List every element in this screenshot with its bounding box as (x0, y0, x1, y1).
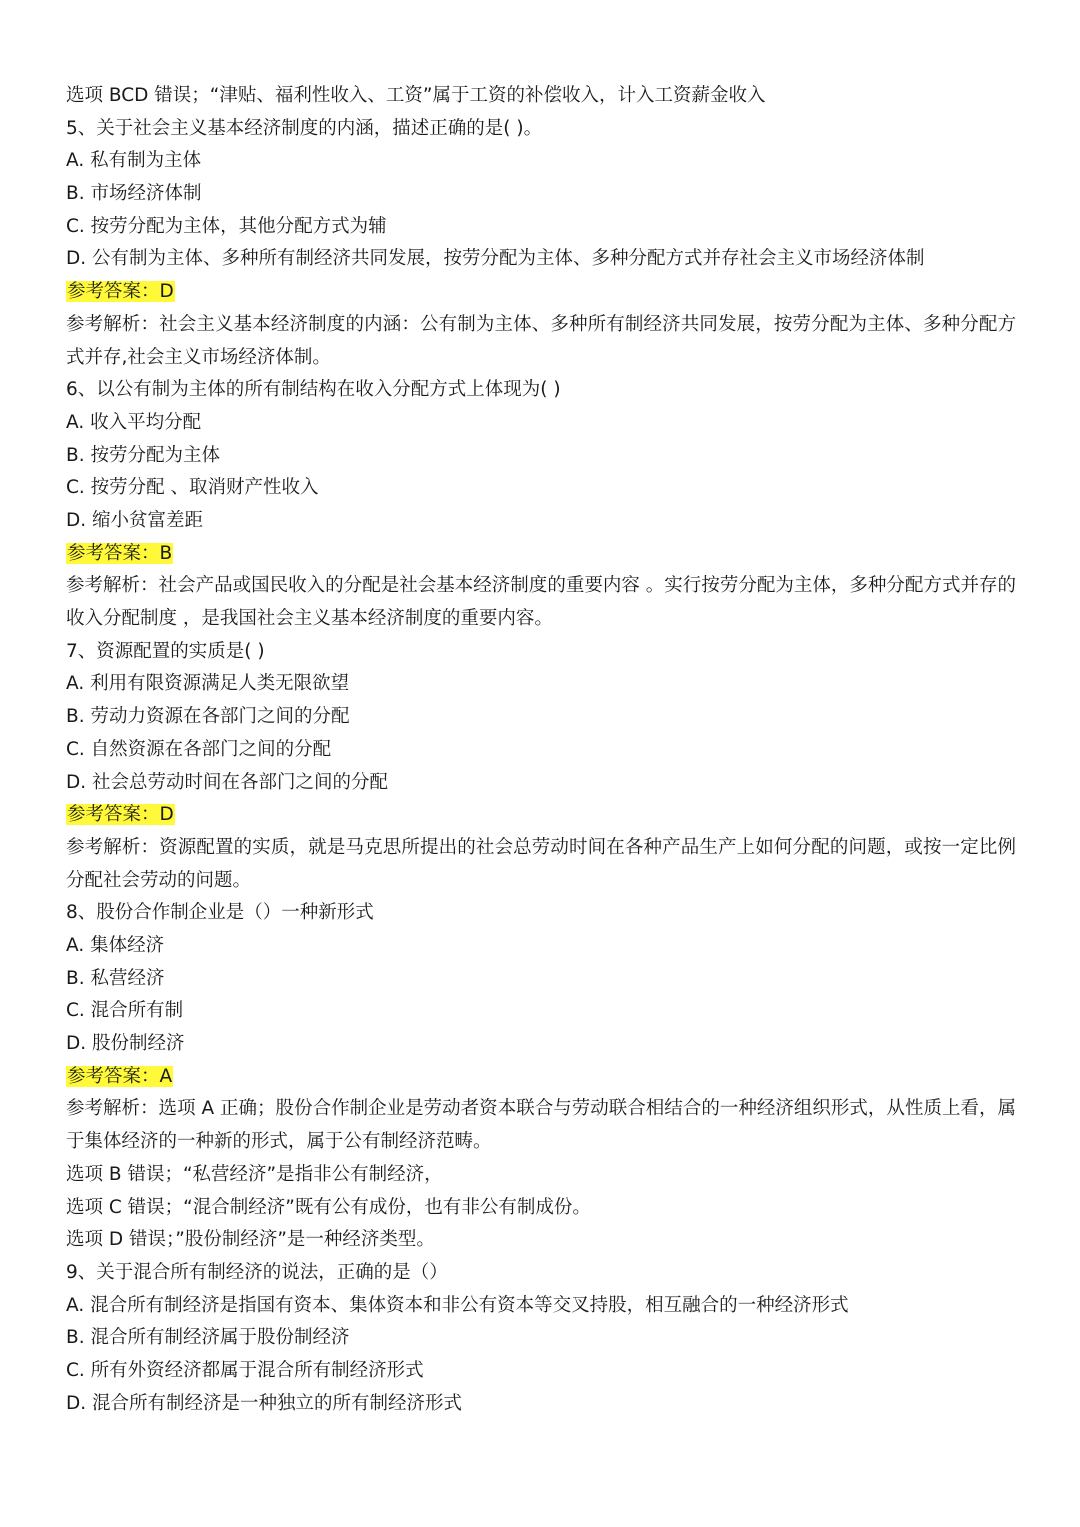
option-d: D. 社会总劳动时间在各部门之间的分配 (66, 771, 389, 793)
option-a: A. 利用有限资源满足人类无限欲望 (66, 673, 350, 695)
option-c: C. 自然资源在各部门之间的分配 (66, 738, 332, 760)
analysis-line: 选项 D 错误；”股份制经济”是一种经济类型。 (66, 1229, 435, 1251)
question-stem: 9、关于混合所有制经济的说法，正确的是（） (66, 1261, 448, 1283)
answer-highlight: 参考答案：D (67, 804, 174, 826)
analysis: 参考解析：资源配置的实质，就是马克思所提出的社会总劳动时间在各种产品生产上如何分配的问题，或按一定比例分配社会劳动的问题。 (66, 836, 1016, 891)
answer-highlight: 参考答案：A (67, 1065, 173, 1087)
option-a: A. 集体经济 (66, 934, 165, 956)
question-stem: 6、以公有制为主体的所有制结构在收入分配方式上体现为( ) (66, 379, 561, 401)
analysis-line: 选项 C 错误；“混合制经济”既有公有成份，也有非公有制成份。 (66, 1196, 591, 1218)
analysis: 参考解析：社会产品或国民收入的分配是社会基本经济制度的重要内容 。实行按劳分配为主体，多种分配方式并存的收入分配制度 ，是我国社会主义基本经济制度的重要内容。 (66, 575, 1016, 630)
option-d: D. 混合所有制经济是一种独立的所有制经济形式 (66, 1392, 463, 1414)
option-a: A. 收入平均分配 (66, 411, 202, 433)
analysis: 参考解析：社会主义基本经济制度的内涵：公有制为主体、多种所有制经济共同发展，按劳分配为主体、多种分配方式并存,社会主义市场经济体制。 (66, 313, 1016, 368)
question-stem: 7、资源配置的实质是( ) (66, 640, 265, 662)
analysis-line: 选项 B 错误；“私营经济”是指非公有制经济， (66, 1163, 443, 1185)
option-d: D. 公有制为主体、多种所有制经济共同发展，按劳分配为主体、多种分配方式并存社会主义市场经济体制 (66, 248, 925, 270)
option-b: B. 劳动力资源在各部门之间的分配 (66, 706, 350, 728)
option-b: B. 市场经济体制 (66, 183, 202, 205)
option-d: D. 股份制经济 (66, 1033, 185, 1055)
option-a: A. 私有制为主体 (66, 150, 202, 172)
question-7 (66, 636, 1020, 898)
analysis: 参考解析：选项 A 正确；股份合作制企业是劳动者资本联合与劳动联合相结合的一种经济组织形式，从性质上看，属于集体经济的一种新的形式，属于公有制经济范畴。 (66, 1098, 1016, 1153)
option-b: B. 混合所有制经济属于股份制经济 (66, 1327, 350, 1349)
answer-highlight: 参考答案：D (67, 281, 174, 303)
option-b: B. 按劳分配为主体 (66, 444, 220, 466)
option-c: C. 按劳分配为主体，其他分配方式为辅 (66, 215, 387, 237)
intro-line: 选项 BCD 错误；“津贴、福利性收入、工资”属于工资的补偿收入，计入工资薪金收入 (66, 85, 766, 106)
option-b: B. 私营经济 (66, 967, 165, 989)
question-stem: 5、关于社会主义基本经济制度的内涵，描述正确的是( )。 (66, 117, 543, 139)
option-c: C. 混合所有制 (66, 1000, 184, 1022)
option-c: C. 按劳分配 、取消财产性收入 (66, 477, 319, 499)
question-6 (66, 374, 1020, 636)
question-9 (66, 1257, 1020, 1420)
option-d: D. 缩小贫富差距 (66, 509, 204, 531)
question-8 (66, 897, 1020, 1257)
option-c: C. 所有外资经济都属于混合所有制经济形式 (66, 1359, 424, 1381)
answer-highlight: 参考答案：B (67, 542, 173, 564)
question-5 (66, 113, 1020, 375)
option-a: A. 混合所有制经济是指国有资本、集体资本和非公有资本等交叉持股，相互融合的一种经济形式 (66, 1294, 849, 1316)
question-stem: 8、股份合作制企业是（）一种新形式 (66, 902, 374, 924)
